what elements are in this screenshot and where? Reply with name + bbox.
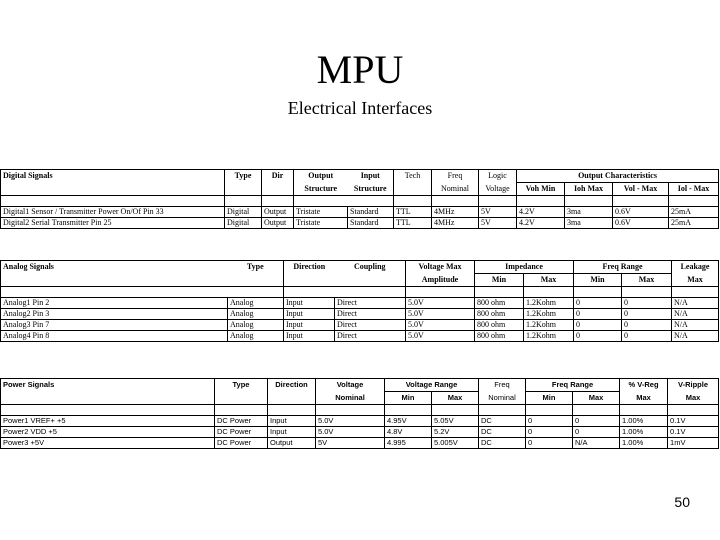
spacer-cell: [348, 196, 394, 207]
table-cell: 5.0V: [316, 427, 385, 438]
table-cell: 800 ohm: [475, 298, 524, 309]
table-cell: DC: [479, 438, 526, 449]
header-cell: Output Characteristics: [517, 170, 719, 183]
table-cell: 0: [526, 427, 573, 438]
table-cell: Analog: [228, 331, 284, 342]
table-cell: Tristate: [294, 207, 348, 218]
spacer-cell: [475, 287, 524, 298]
table-cell: 1.2Kohm: [524, 309, 574, 320]
header-cell: [1, 274, 228, 287]
header-cell: Freq: [479, 379, 526, 392]
table-cell: Standard: [348, 207, 394, 218]
spacer-cell: [385, 405, 432, 416]
spacer-cell: [669, 196, 719, 207]
header-cell: Tech: [394, 170, 432, 183]
header-cell: Max: [573, 392, 620, 405]
table-cell: 25mA: [669, 207, 719, 218]
table-cell: 1.00%: [620, 427, 668, 438]
page-title: MPU: [316, 47, 404, 92]
table-cell: 5.0V: [316, 416, 385, 427]
header-cell: Max: [622, 274, 672, 287]
header-cell: Amplitude: [406, 274, 475, 287]
table-cell: N/A: [672, 298, 719, 309]
table-cell: 0: [574, 309, 622, 320]
table-cell: N/A: [672, 320, 719, 331]
header-cell: Voh Min: [517, 183, 565, 196]
header-cell: V-Ripple: [668, 379, 719, 392]
table-cell: Digital1 Sensor / Transmitter Power On/Of Pin 33: [1, 207, 225, 218]
table-cell: DC Power: [215, 427, 268, 438]
spacer-cell: [526, 405, 573, 416]
table-cell: 0: [622, 298, 672, 309]
page-number: 50: [674, 494, 690, 510]
spacer-cell: [622, 287, 672, 298]
spacer-cell: [479, 405, 526, 416]
table-cell: 5.0V: [406, 331, 475, 342]
header-cell: Direction: [284, 261, 335, 274]
table-cell: Analog: [228, 320, 284, 331]
table-cell: 25mA: [669, 218, 719, 229]
table-cell: Output: [262, 218, 294, 229]
table-cell: Input: [284, 320, 335, 331]
table-cell: 0.1V: [668, 416, 719, 427]
spacer-row: [1, 196, 719, 207]
header-cell: Iol - Max: [669, 183, 719, 196]
table-row: [1, 309, 719, 320]
table-cell: Power3 +5V: [1, 438, 215, 449]
table-row: [1, 427, 719, 438]
table-cell: 4.95V: [385, 416, 432, 427]
table-cell: N/A: [672, 309, 719, 320]
page-subtitle: Electrical Interfaces: [287, 98, 433, 118]
table-cell: 1.00%: [620, 438, 668, 449]
table-cell: Input: [284, 298, 335, 309]
table-cell: TTL: [394, 218, 432, 229]
spacer-cell: [668, 405, 719, 416]
table-cell: Input: [284, 331, 335, 342]
header-cell: % V-Reg: [620, 379, 668, 392]
spacer-cell: [406, 287, 475, 298]
header-cell: Direction: [268, 379, 316, 392]
spacer-cell: [1, 196, 225, 207]
header-cell: Freq Range: [574, 261, 672, 274]
spacer-cell: [262, 196, 294, 207]
header-cell: Nominal: [432, 183, 479, 196]
spacer-cell: [517, 196, 565, 207]
header-cell: Nominal: [479, 392, 526, 405]
table-cell: 4.2V: [517, 218, 565, 229]
analog-signals-table: [0, 260, 719, 342]
header-cell: Min: [475, 274, 524, 287]
table-cell: 5V: [479, 218, 517, 229]
table-cell: 3ma: [565, 218, 613, 229]
spacer-cell: [215, 405, 268, 416]
spacer-cell: [620, 405, 668, 416]
table-cell: 5.0V: [406, 309, 475, 320]
table-cell: Power2 VDD +5: [1, 427, 215, 438]
header-cell: Type: [225, 170, 262, 183]
header-cell: Structure: [294, 183, 348, 196]
header-cell: Vol - Max: [613, 183, 669, 196]
table-cell: Output: [262, 207, 294, 218]
table-cell: 0.6V: [613, 218, 669, 229]
table-cell: 0: [573, 427, 620, 438]
spacer-cell: [613, 196, 669, 207]
spacer-cell: [316, 405, 385, 416]
header-cell: Digital Signals: [1, 170, 225, 183]
table-cell: Input: [284, 309, 335, 320]
table-cell: 0: [573, 416, 620, 427]
spacer-cell: [573, 405, 620, 416]
spacer-cell: [574, 287, 622, 298]
table-cell: DC: [479, 427, 526, 438]
table-cell: Analog: [228, 309, 284, 320]
power-signals-table: [0, 378, 719, 449]
table-cell: 1.2Kohm: [524, 298, 574, 309]
table-cell: 5V: [316, 438, 385, 449]
table-cell: Digital: [225, 207, 262, 218]
table-cell: 1.2Kohm: [524, 320, 574, 331]
table-cell: 4.8V: [385, 427, 432, 438]
header-cell: [335, 274, 406, 287]
header-cell: Voltage Max: [406, 261, 475, 274]
header-cell: Nominal: [316, 392, 385, 405]
table-cell: Input: [268, 427, 316, 438]
table-cell: 5.0V: [406, 320, 475, 331]
table-cell: Output: [268, 438, 316, 449]
header-cell: Structure: [348, 183, 394, 196]
table-cell: 5.0V: [406, 298, 475, 309]
spacer-cell: [228, 287, 284, 298]
table-row: [1, 298, 719, 309]
table-cell: Direct: [335, 298, 406, 309]
table-cell: 0: [526, 438, 573, 449]
table-cell: Digital: [225, 218, 262, 229]
header-cell: Min: [526, 392, 573, 405]
table-cell: 800 ohm: [475, 331, 524, 342]
header-cell: [225, 183, 262, 196]
header-cell: Type: [228, 261, 284, 274]
spacer-cell: [432, 405, 479, 416]
header-cell: Min: [574, 274, 622, 287]
table-cell: 0: [526, 416, 573, 427]
table-cell: Analog2 Pin 3: [1, 309, 228, 320]
header-cell: Max: [668, 392, 719, 405]
header-cell: Max: [672, 274, 719, 287]
table-row: [1, 416, 719, 427]
header-cell: [268, 392, 316, 405]
table-row: [1, 331, 719, 342]
header-cell: [228, 274, 284, 287]
header-cell: [262, 183, 294, 196]
table-row: [1, 207, 719, 218]
header-cell: Voltage: [479, 183, 517, 196]
header-cell: Max: [432, 392, 479, 405]
table-cell: TTL: [394, 207, 432, 218]
table-cell: 3ma: [565, 207, 613, 218]
header-cell: [1, 392, 215, 405]
table-cell: 5.2V: [432, 427, 479, 438]
spacer-cell: [335, 287, 406, 298]
header-cell: [215, 392, 268, 405]
table-cell: 5.005V: [432, 438, 479, 449]
table-cell: DC Power: [215, 438, 268, 449]
table-cell: 0.6V: [613, 207, 669, 218]
spacer-cell: [432, 196, 479, 207]
table-cell: Analog1 Pin 2: [1, 298, 228, 309]
spacer-cell: [225, 196, 262, 207]
table-cell: 0: [622, 320, 672, 331]
header-cell: Voltage Range: [385, 379, 479, 392]
spacer-cell: [284, 287, 335, 298]
table-cell: 5V: [479, 207, 517, 218]
spacer-cell: [479, 196, 517, 207]
table-cell: 0: [622, 331, 672, 342]
table-cell: 0: [574, 298, 622, 309]
header-cell: Impedance: [475, 261, 574, 274]
table-cell: 1mV: [668, 438, 719, 449]
table-cell: Standard: [348, 218, 394, 229]
header-cell: Analog Signals: [1, 261, 228, 274]
table-cell: 800 ohm: [475, 309, 524, 320]
spacer-cell: [565, 196, 613, 207]
table-header-row: [1, 379, 719, 392]
header-cell: Logic: [479, 170, 517, 183]
table-cell: N/A: [573, 438, 620, 449]
spacer-cell: [672, 287, 719, 298]
table-cell: 0: [622, 309, 672, 320]
table-cell: 4.995: [385, 438, 432, 449]
table-row: [1, 438, 719, 449]
spacer-cell: [1, 405, 215, 416]
header-cell: Type: [215, 379, 268, 392]
table-cell: Direct: [335, 320, 406, 331]
spacer-cell: [1, 287, 228, 298]
table-cell: N/A: [672, 331, 719, 342]
header-cell: Coupling: [335, 261, 406, 274]
table-cell: Direct: [335, 331, 406, 342]
table-cell: DC: [479, 416, 526, 427]
header-cell: Ioh Max: [565, 183, 613, 196]
table-cell: 4MHz: [432, 207, 479, 218]
table-cell: Direct: [335, 309, 406, 320]
table-header-row: [1, 261, 719, 274]
spacer-cell: [294, 196, 348, 207]
table-row: [1, 320, 719, 331]
table-cell: 4MHz: [432, 218, 479, 229]
table-cell: 0: [574, 320, 622, 331]
header-cell: Freq: [432, 170, 479, 183]
table-cell: DC Power: [215, 416, 268, 427]
spacer-cell: [268, 405, 316, 416]
header-cell: Leakage: [672, 261, 719, 274]
header-cell: [394, 183, 432, 196]
table-cell: Tristate: [294, 218, 348, 229]
table-cell: Digital2 Serial Transmitter Pin 25: [1, 218, 225, 229]
spacer-row: [1, 405, 719, 416]
table-header-row: [1, 170, 719, 183]
table-cell: 0.1V: [668, 427, 719, 438]
spacer-cell: [524, 287, 574, 298]
spacer-cell: [394, 196, 432, 207]
header-cell: Output: [294, 170, 348, 183]
header-cell: [284, 274, 335, 287]
table-header-row: [1, 392, 719, 405]
header-cell: Min: [385, 392, 432, 405]
header-cell: Power Signals: [1, 379, 215, 392]
table-row: [1, 218, 719, 229]
header-cell: [1, 183, 225, 196]
table-cell: 1.2Kohm: [524, 331, 574, 342]
spacer-row: [1, 287, 719, 298]
table-cell: 4.2V: [517, 207, 565, 218]
table-header-row: [1, 183, 719, 196]
table-cell: 1.00%: [620, 416, 668, 427]
digital-signals-table: [0, 169, 719, 229]
table-header-row: [1, 274, 719, 287]
header-cell: Max: [524, 274, 574, 287]
table-cell: Power1 VREF+ +5: [1, 416, 215, 427]
header-cell: Max: [620, 392, 668, 405]
table-cell: 5.05V: [432, 416, 479, 427]
table-cell: Analog4 Pin 8: [1, 331, 228, 342]
table-cell: Analog3 Pin 7: [1, 320, 228, 331]
header-cell: Voltage: [316, 379, 385, 392]
header-cell: Freq Range: [526, 379, 620, 392]
header-cell: Dir: [262, 170, 294, 183]
header-cell: Input: [348, 170, 394, 183]
table-cell: 800 ohm: [475, 320, 524, 331]
table-cell: 0: [574, 331, 622, 342]
table-cell: Input: [268, 416, 316, 427]
table-cell: Analog: [228, 298, 284, 309]
